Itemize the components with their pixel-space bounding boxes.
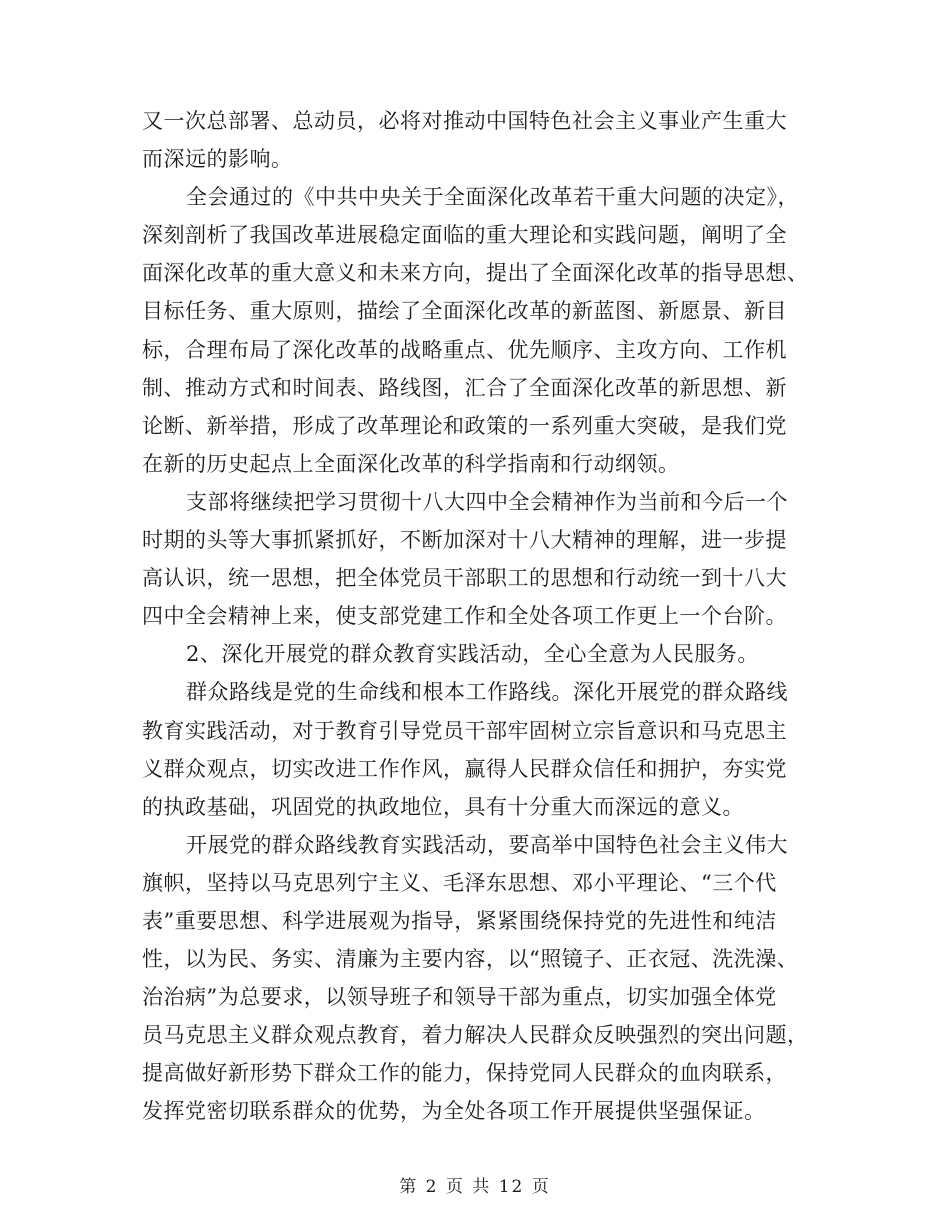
- text-line: 教育实践活动，对于教育引导党员干部牢固树立宗旨意识和马克思主: [142, 718, 787, 743]
- text-line: 开展党的群众路线教育实践活动，要高举中国特色社会主义伟大: [186, 832, 788, 857]
- text-line: 而深远的影响。: [142, 147, 293, 172]
- text-line: 在新的历史起点上全面深化改革的科学指南和行动纲领。: [142, 451, 680, 476]
- text-line: 2、深化开展党的群众教育实践活动，全心全意为人民服务。: [186, 642, 759, 667]
- text-line: 面深化改革的重大意义和未来方向，提出了全面深化改革的指导思想、: [142, 261, 809, 286]
- text-line: 发挥党密切联系群众的优势，为全处各项工作开展提供坚强保证。: [142, 1099, 766, 1124]
- text-line: 时期的头等大事抓紧抓好，不断加深对十八大精神的理解，进一步提: [142, 528, 787, 553]
- text-line: 论断、新举措，形成了改革理论和政策的一系列重大突破，是我们党: [142, 413, 787, 438]
- text-line: 四中全会精神上来，使支部党建工作和全处各项工作更上一个台阶。: [142, 604, 787, 629]
- text-line: 的执政基础，巩固党的执政地位，具有十分重大而深远的意义。: [142, 794, 744, 819]
- text-line: 又一次总部署、总动员，必将对推动中国特色社会主义事业产生重大: [142, 109, 787, 133]
- text-line: 治治病”为总要求，以领导班子和领导干部为重点，切实加强全体党: [142, 985, 777, 1010]
- text-line: 制、推动方式和时间表、路线图，汇合了全面深化改革的新思想、新: [142, 375, 787, 400]
- text-line: 提高做好新形势下群众工作的能力，保持党同人民群众的血肉联系，: [142, 1061, 787, 1086]
- document-body: [142, 102, 810, 1131]
- text-line: 群众路线是党的生命线和根本工作路线。深化开展党的群众路线: [186, 680, 788, 705]
- text-line: 高认识，统一思想，把全体党员干部职工的思想和行动统一到十八大: [142, 566, 787, 591]
- text-line: 旗帜，坚持以马克思列宁主义、毛泽东思想、邓小平理论、“三个代: [142, 870, 777, 895]
- page-number-footer: 第 2 页 共 12 页: [399, 1177, 551, 1197]
- text-line: 标，合理布局了深化改革的战略重点、优先顺序、主攻方向、工作机: [142, 337, 787, 362]
- text-line: 性，以为民、务实、清廉为主要内容，以“照镜子、正衣冠、洗洗澡、: [142, 947, 799, 972]
- text-line: 表”重要思想、科学进展观为指导，紧紧围绕保持党的先进性和纯洁: [142, 908, 777, 933]
- text-line: 深刻剖析了我国改革进展稳定面临的重大理论和实践问题，阐明了全: [142, 223, 787, 248]
- text-line: 全会通过的《中共中央关于全面深化改革若干重大问题的决定》，: [186, 185, 799, 210]
- text-line: 员马克思主义群众观点教育，着力解决人民群众反映强烈的突出问题，: [142, 1023, 809, 1048]
- text-line: 义群众观点，切实改进工作作风，赢得人民群众信任和拥护，夯实党: [142, 756, 787, 781]
- text-line: 目标任务、重大原则，描绘了全面深化改革的新蓝图、新愿景、新目: [142, 299, 787, 324]
- text-line: 支部将继续把学习贯彻十八大四中全会精神作为当前和今后一个: [186, 489, 788, 514]
